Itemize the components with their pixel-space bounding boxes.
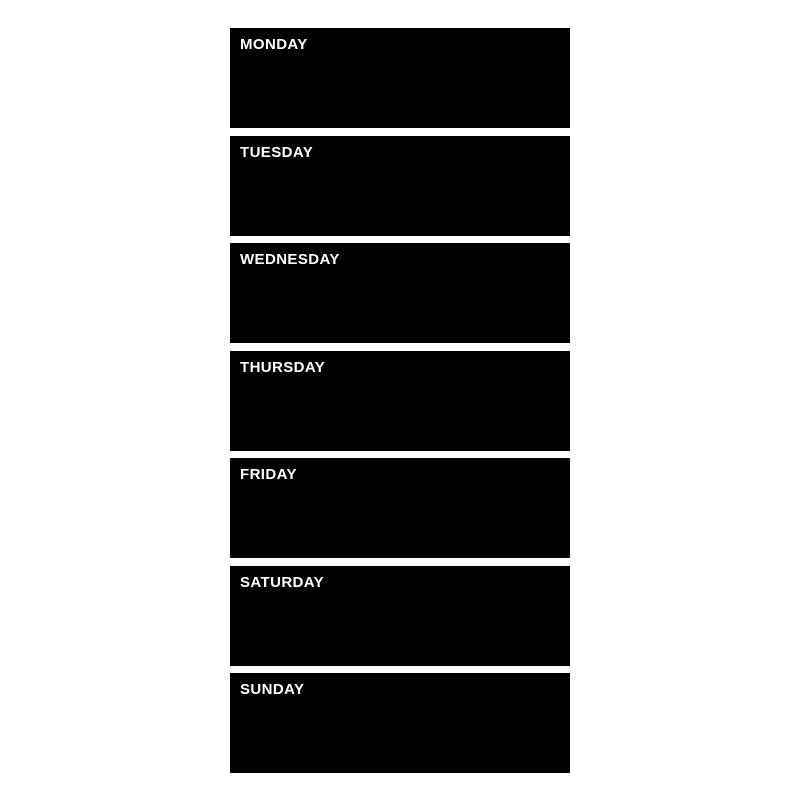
day-block-friday[interactable] xyxy=(230,458,570,558)
day-block-wednesday[interactable] xyxy=(230,243,570,343)
day-block-monday[interactable] xyxy=(230,28,570,128)
weekly-planner xyxy=(230,28,570,773)
day-label-sunday: SUNDAY xyxy=(240,681,305,698)
day-block-tuesday[interactable] xyxy=(230,136,570,236)
day-label-monday: MONDAY xyxy=(240,36,308,53)
day-label-wednesday: WEDNESDAY xyxy=(240,251,340,268)
day-label-tuesday: TUESDAY xyxy=(240,143,314,161)
day-block-thursday[interactable] xyxy=(230,351,570,451)
day-label-thursday: THURSDAY xyxy=(240,358,326,376)
day-block-sunday[interactable] xyxy=(230,673,570,773)
day-block-saturday[interactable] xyxy=(230,566,570,666)
day-label-friday: FRIDAY xyxy=(240,466,297,483)
day-label-saturday: SATURDAY xyxy=(240,573,325,591)
